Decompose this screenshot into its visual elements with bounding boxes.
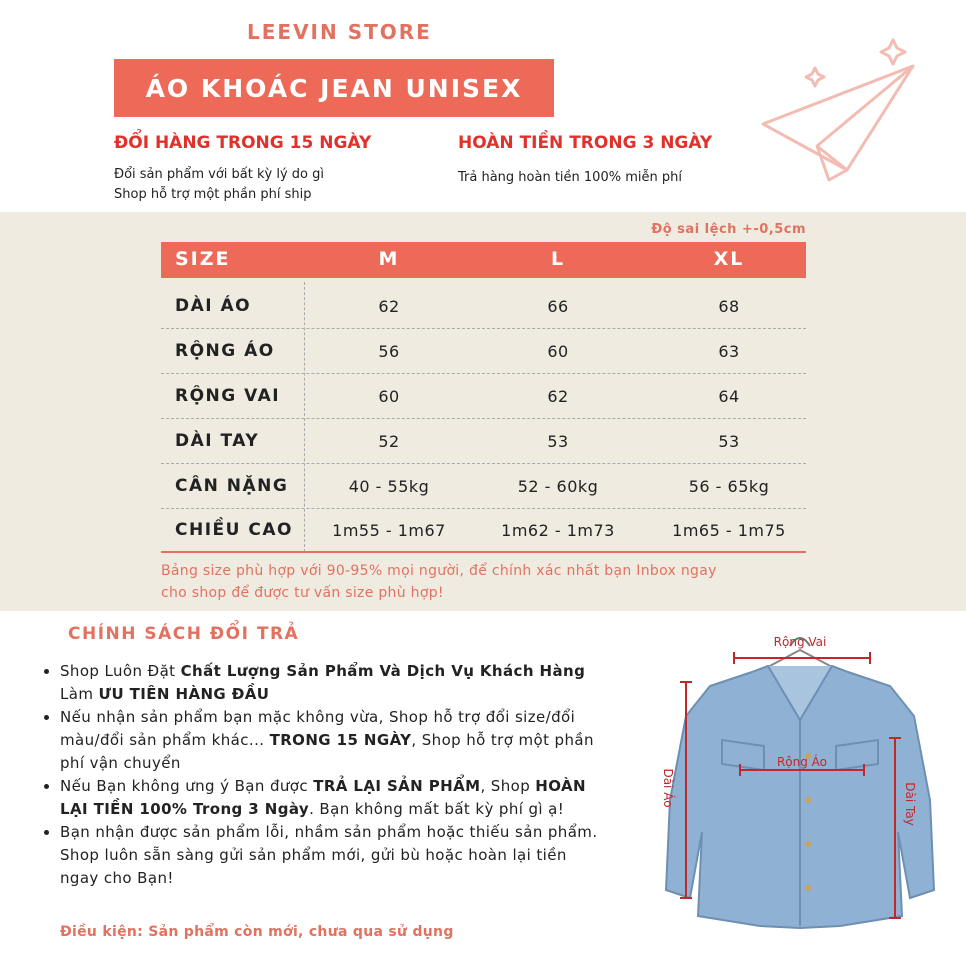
row-label: CÂN NẶNG [175,476,289,496]
cell-m: 62 [378,297,400,316]
size-row-weight [161,464,806,509]
size-table-header [161,242,806,278]
policy-bullet-emphasis: ƯU TIÊN HÀNG ĐẦU [98,685,270,703]
cell-xl: 56 - 65kg [688,477,770,496]
policy-bullet-text: Nếu nhận sản phẩm bạn mặc không vừa, Shop hỗ trợ đổi size/đổi màu/đổi sản phẩm khác... [60,708,576,749]
refund-policy-line: Trả hàng hoàn tiền 100% miễn phí [458,170,682,185]
cell-m: 56 [378,342,400,361]
shoulder-label: Rộng Vai [773,635,827,649]
header-m: M [378,248,400,270]
product-title-banner [114,59,554,117]
exchange-policy-text [114,165,324,205]
cell-l: 60 [547,342,569,361]
tolerance-note: Độ sai lệch +-0,5cm [651,222,806,237]
policy-bullet-text: . Bạn không mất bất kỳ phí gì ạ! [309,800,565,818]
policy-bullet-text: Nếu Bạn không ưng ý Bạn được [60,777,314,795]
policy-bullet-text: Làm [60,685,99,703]
exchange-policy-line: Shop hỗ trợ một phần phí ship [114,187,312,202]
policy-bullet-text: , Shop hỗ trợ một phần phí vận chuyển [60,731,594,772]
cell-m: 40 - 55kg [348,477,430,496]
return-policy-list [38,660,607,890]
exchange-policy-heading: ĐỔI HÀNG TRONG 15 NGÀY [114,133,372,153]
size-row-shoulder [161,374,806,419]
row-label: RỘNG ÁO [175,341,275,361]
chest-label: Rộng Áo [776,755,828,769]
cell-l: 62 [547,387,569,406]
refund-policy-heading: HOÀN TIỀN TRONG 3 NGÀY [458,133,713,153]
return-condition: Điều kiện: Sản phẩm còn mới, chưa qua sử dụng [60,924,454,940]
policy-bullet-emphasis: HOÀN LẠI TIỀN 100% Trong 3 Ngày [60,777,586,818]
policy-bullet-emphasis: TRẢ LẠI SẢN PHẨM [313,777,481,795]
policy-bullet [60,775,607,821]
cell-m: 60 [378,387,400,406]
policy-bullet-emphasis: Chất Lượng Sản Phẩm Và Dịch Vụ Khách Hàng [180,662,586,680]
column-divider [304,282,305,552]
row-label: DÀI TAY [175,431,260,451]
note-line: Bảng size phù hợp với 90-95% mọi người, để chính xác nhất bạn Inbox ngay [161,563,717,579]
row-label: CHIỀU CAO [175,520,293,540]
denim-jacket-icon [640,620,966,960]
return-policy-title: CHÍNH SÁCH ĐỔI TRẢ [68,624,300,644]
size-row-height [161,508,806,552]
size-row-sleeve [161,419,806,464]
length-label: Dài Áo [661,768,675,808]
table-bottom-rule [161,551,806,553]
header-size: SIZE [175,248,231,270]
cell-xl: 64 [718,387,740,406]
cell-l: 52 - 60kg [517,477,599,496]
policy-bullet [60,660,607,706]
policy-bullet [60,821,607,890]
cell-l: 1m62 - 1m73 [501,521,615,540]
row-label: RỘNG VAI [175,386,281,406]
cell-l: 53 [547,432,569,451]
policy-bullet-text: , Shop [480,777,536,795]
paper-plane-icon [755,20,955,200]
header-l: L [550,248,566,270]
cell-xl: 1m65 - 1m75 [672,521,786,540]
exchange-policy-line: Đổi sản phẩm với bất kỳ lý do gì [114,167,324,182]
refund-policy-text [458,168,682,188]
product-title: ÁO KHOÁC JEAN UNISEX [145,73,523,103]
size-table-note [161,560,821,604]
note-line: cho shop để được tư vấn size phù hợp! [161,585,444,601]
cell-m: 1m55 - 1m67 [332,521,446,540]
cell-xl: 63 [718,342,740,361]
size-row-width [161,329,806,374]
row-label: DÀI ÁO [175,296,252,316]
cell-xl: 53 [718,432,740,451]
policy-bullet [60,706,607,775]
cell-l: 66 [547,297,569,316]
sleeve-label: Dài Tay [903,782,917,826]
header-xl: XL [713,248,745,270]
cell-m: 52 [378,432,400,451]
store-name: LEEVIN STORE [247,20,432,44]
cell-xl: 68 [718,297,740,316]
policy-bullet-text: Shop Luôn Đặt [60,662,181,680]
policy-bullet-emphasis: TRONG 15 NGÀY [269,731,412,749]
policy-bullet-text: Bạn nhận được sản phẩm lỗi, nhầm sản phẩm hoặc thiếu sản phẩm. Shop luôn sẵn sàng gửi sản phẩm mới, gửi bù hoặc hoàn lại tiền ngay cho Bạn! [60,823,598,887]
size-row-length [161,284,806,329]
